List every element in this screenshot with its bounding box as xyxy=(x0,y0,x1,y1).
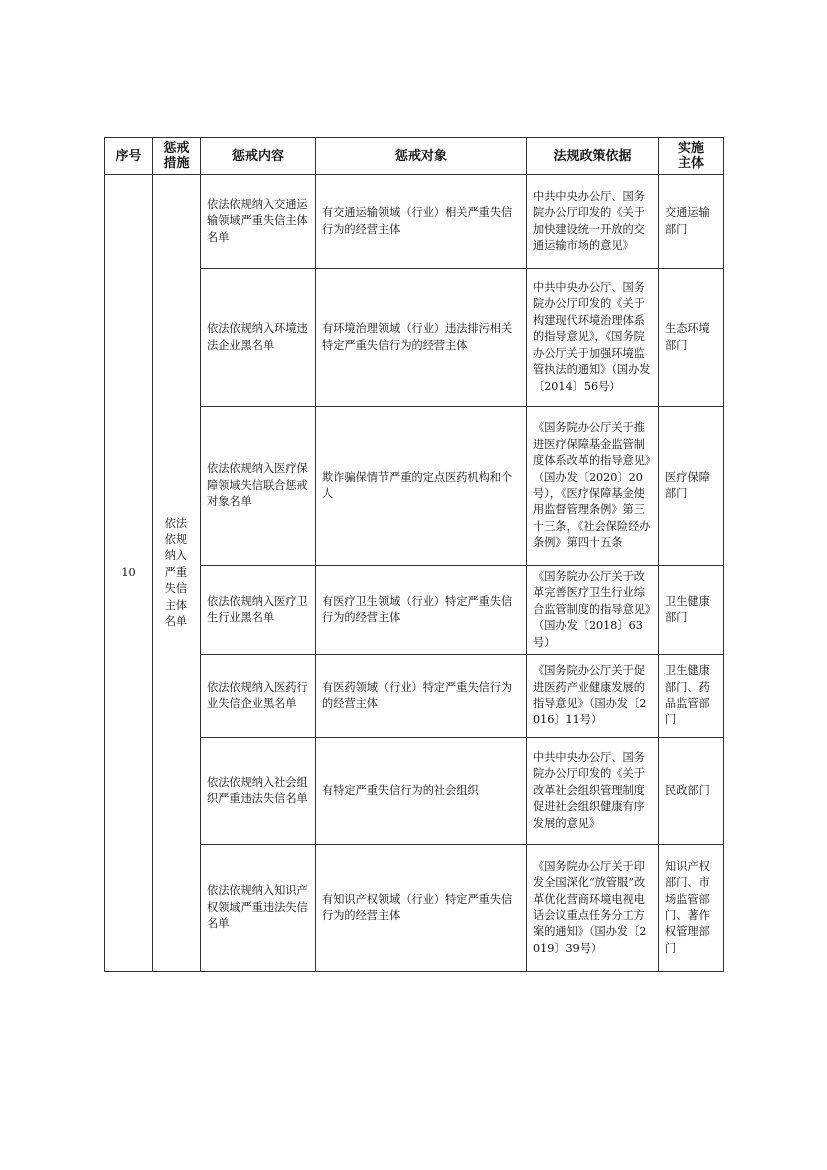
table-header-row xyxy=(105,138,724,175)
header-measure xyxy=(153,138,201,175)
header-line: 实施 xyxy=(677,141,704,156)
basis-cell: 《国务院办公厅关于印发全国深化“放管服”改革优化营商环境电视电话会议重点任务分工方案的通知》（国办发〔2019〕39号） xyxy=(527,845,659,972)
target-cell: 有医疗卫生领域（行业）特定严重失信行为的经营主体 xyxy=(316,566,527,655)
target-cell: 有环境治理领域（行业）违法排污相关特定严重失信行为的经营主体 xyxy=(316,269,527,407)
content-cell: 依法依规纳入医药行业失信企业黑名单 xyxy=(201,655,316,738)
target-cell: 有特定严重失信行为的社会组织 xyxy=(316,738,527,845)
header-line: 主体 xyxy=(677,156,704,171)
seq-cell: 10 xyxy=(105,175,153,972)
header-target xyxy=(316,138,527,175)
agency-cell: 交通运输部门 xyxy=(659,175,724,269)
agency-cell: 民政部门 xyxy=(659,738,724,845)
target-cell: 有医药领域（行业）特定严重失信行为的经营主体 xyxy=(316,655,527,738)
header-line: 惩戒对象 xyxy=(394,148,447,164)
target-cell: 有交通运输领域（行业）相关严重失信行为的经营主体 xyxy=(316,175,527,269)
agency-cell: 卫生健康部门、药品监管部门 xyxy=(659,655,724,738)
content-cell: 依法依规纳入社会组织严重违法失信名单 xyxy=(201,738,316,845)
header-line: 法规政策依据 xyxy=(553,148,632,164)
content-cell: 依法依规纳入医疗保障领域失信联合惩戒对象名单 xyxy=(201,407,316,566)
basis-cell: 《国务院办公厅关于促进医药产业健康发展的指导意见》（国办发〔2016〕11号） xyxy=(527,655,659,738)
target-cell: 有知识产权领域（行业）特定严重失信行为的经营主体 xyxy=(316,845,527,972)
basis-cell: 《国务院办公厅关于改革完善医疗卫生行业综合监管制度的指导意见》（国办发〔2018〕63号） xyxy=(527,566,659,655)
content-cell: 依法依规纳入环境违法企业黑名单 xyxy=(201,269,316,407)
header-line: 序号 xyxy=(115,148,142,164)
agency-cell: 医疗保障部门 xyxy=(659,407,724,566)
agency-cell: 生态环境部门 xyxy=(659,269,724,407)
header-seq xyxy=(105,138,153,175)
agency-cell: 卫生健康部门 xyxy=(659,566,724,655)
header-line: 措施 xyxy=(163,156,190,171)
target-cell: 欺诈骗保情节严重的定点医药机构和个人 xyxy=(316,407,527,566)
basis-cell: 《国务院办公厅关于推进医疗保障基金监管制度体系改革的指导意见》（国办发〔2020〕20号），《医疗保障基金使用监督管理条例》第三十三条，《社会保险经办条例》第四十五条 xyxy=(527,407,659,566)
basis-cell: 中共中央办公厅、国务院办公厅印发的《关于加快建设统一开放的交通运输市场的意见》 xyxy=(527,175,659,269)
header-basis xyxy=(527,138,659,175)
basis-cell: 中共中央办公厅、国务院办公厅印发的《关于改革社会组织管理制度促进社会组织健康有序发展的意见》 xyxy=(527,738,659,845)
header-line: 惩戒 xyxy=(163,141,190,156)
content-cell: 依法依规纳入交通运输领域严重失信主体名单 xyxy=(201,175,316,269)
header-agency xyxy=(659,138,724,175)
basis-cell: 中共中央办公厅、国务院办公厅印发的《关于构建现代环境治理体系的指导意见》，《国务院办公厅关于加强环境监管执法的通知》（国办发〔2014〕56号） xyxy=(527,269,659,407)
content-cell: 依法依规纳入知识产权领域严重违法失信名单 xyxy=(201,845,316,972)
header-content xyxy=(201,138,316,175)
agency-cell: 知识产权部门、市场监管部门、著作权管理部门 xyxy=(659,845,724,972)
content-cell: 依法依规纳入医疗卫生行业黑名单 xyxy=(201,566,316,655)
punishment-measures-table xyxy=(104,137,724,972)
measure-cell xyxy=(153,175,201,972)
measure-text: 依法依规纳入严重失信主体名单 xyxy=(164,516,188,629)
table-row xyxy=(105,175,724,269)
header-line: 惩戒内容 xyxy=(231,148,284,164)
